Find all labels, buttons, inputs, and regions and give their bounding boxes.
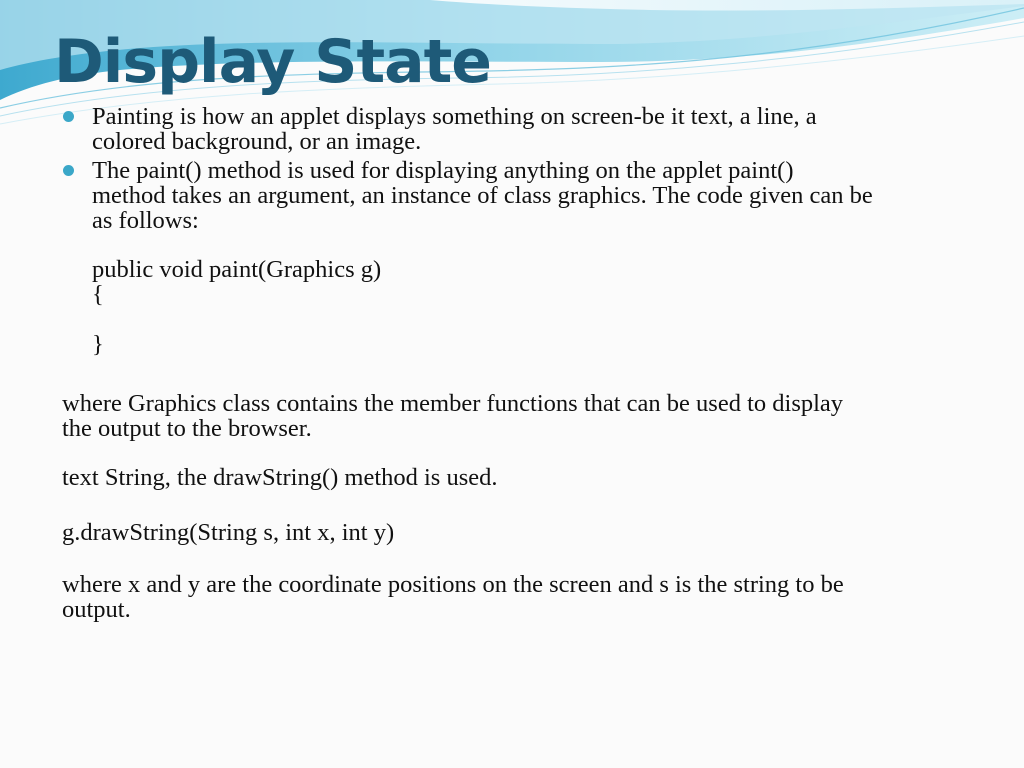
code-signature: public void paint(Graphics g) bbox=[92, 256, 382, 283]
bullet-line: The paint() method is used for displaying anything on the applet paint() bbox=[92, 157, 794, 184]
code-close-brace: } bbox=[92, 331, 104, 358]
paragraph-drawstring-signature bbox=[62, 520, 982, 545]
bullet-line: Painting is how an applet displays something on screen-be it text, a line, a bbox=[92, 103, 817, 130]
paragraph-line: text String, the drawString() method is used. bbox=[62, 464, 498, 491]
slide-title: Display State bbox=[54, 27, 491, 97]
bullet-dot-icon bbox=[63, 165, 74, 176]
paragraph-line: output. bbox=[62, 596, 131, 623]
paragraph-coordinates bbox=[62, 572, 982, 622]
paragraph-line: g.drawString(String s, int x, int y) bbox=[62, 519, 395, 546]
paragraph-line: where x and y are the coordinate positions on the screen and s is the string to be bbox=[62, 571, 844, 598]
code-open-brace: { bbox=[92, 281, 104, 308]
bullet-line: colored background, or an image. bbox=[92, 128, 422, 155]
bullet-dot-icon bbox=[63, 111, 74, 122]
paragraph-line: the output to the browser. bbox=[62, 415, 312, 442]
bullet-line: as follows: bbox=[92, 207, 199, 234]
bullet-item-painting bbox=[62, 104, 982, 154]
code-blank-line bbox=[92, 307, 982, 332]
paragraph-line: where Graphics class contains the member functions that can be used to display bbox=[62, 390, 844, 417]
code-block-paint bbox=[62, 257, 982, 357]
bullet-line: method takes an argument, an instance of class graphics. The code given can be bbox=[92, 182, 873, 209]
paragraph-drawstring-usage bbox=[62, 465, 982, 490]
bullet-item-paint-method bbox=[62, 158, 982, 233]
slide-content bbox=[62, 104, 982, 622]
paragraph-graphics-class bbox=[62, 391, 982, 441]
